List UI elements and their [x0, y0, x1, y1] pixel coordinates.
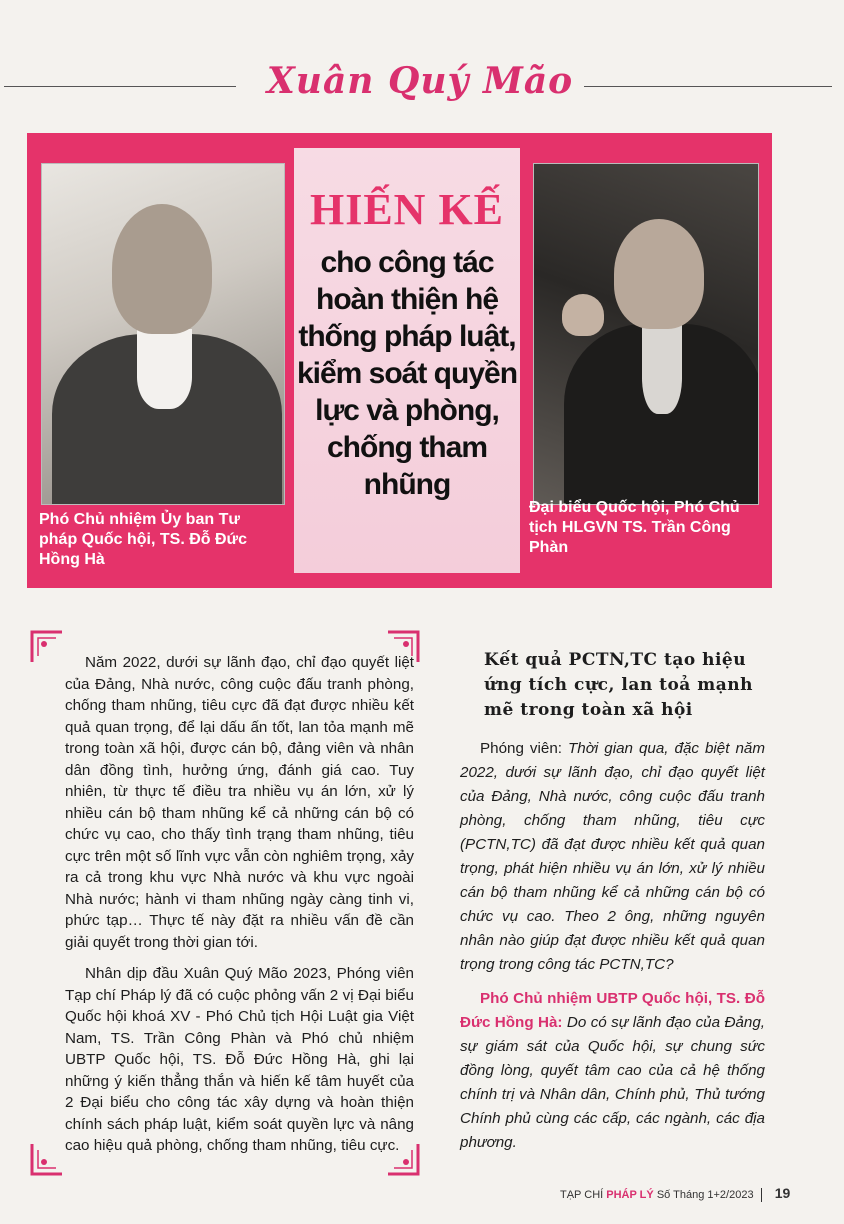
question-label: Phóng viên: — [480, 740, 562, 757]
corner-ornament-bottom-left-icon — [30, 1142, 64, 1176]
corner-ornament-top-left-icon — [30, 630, 64, 664]
subheadline: cho công tác hoàn thiện hệ thống pháp luật, kiểm soát quyền lực và phòng, chống tham nhũng — [296, 246, 518, 501]
footer-divider — [761, 1188, 762, 1202]
portrait-right-hand — [562, 294, 604, 336]
intro-paragraph-1: Năm 2022, dưới sự lãnh đạo, chỉ đạo quyết liệt của Đảng, Nhà nước, công cuộc đấu tranh phòng, chống tham nhũng, tiêu cực đã đạt được nhiều kết quả quan trọng, để lại dấu ấn tốt, lan tỏa mạnh mẽ trong toàn xã hội, được cán bộ, đảng viên và nhân dân đồng tình, hưởng ứng, đánh giá cao. Tuy nhiên, từ thực tế điều tra nhiều vụ án lớn, xử lý nhiều cán bộ tham nhũng kể cả những cán bộ có chức vụ cao, cho thấy tình trạng tham nhũng, tiêu cực trên một số lĩnh vực vẫn còn nghiêm trọng, xảy ra cả trong khu vực Nhà nước và khu vực ngoài Nhà nước; hành vi tham nhũng ngày càng tinh vi, phức tạp… Thực tế này đặt ra nhiều vấn đề cần giải quyết trong thời gian tới. — [65, 654, 414, 951]
page-number: 19 — [774, 1185, 791, 1201]
interview-subheading: Kết quả PCTN,TC tạo hiệu ứng tích cực, lan toả mạnh mẽ trong toàn xã hội — [484, 650, 753, 720]
portrait-photo-left — [41, 163, 285, 505]
portrait-right-collar — [642, 324, 682, 414]
header-rule-right — [584, 86, 832, 87]
interview-column — [460, 648, 765, 1165]
portrait-photo-right — [533, 163, 759, 505]
portrait-left-collar — [137, 329, 192, 409]
portrait-left-head — [112, 204, 212, 334]
magazine-prefix: TẠP CHÍ — [560, 1189, 604, 1201]
headline: HIẾN KẾ — [309, 185, 505, 234]
caption-left: Phó Chủ nhiệm Ủy ban Tư pháp Quốc hội, TS. Đỗ Đức Hồng Hà — [39, 511, 248, 568]
section-header — [0, 60, 844, 110]
intro-column — [65, 652, 414, 1167]
section-title: Xuân Quý Mão — [266, 60, 574, 102]
answer-text: Do có sự lãnh đạo của Đảng, sự giám sát của Quốc hội, sự chung sức đồng lòng, quyết tâm cao của cả hệ thống chính trị và Nhân dân, Chính phủ, Thủ tướng Chính phủ cùng các cấp, các ngành, các địa phương. — [460, 1014, 766, 1151]
answer-speaker: Phó Chủ nhiệm UBTP Quốc hội, TS. Đỗ Đức Hồng Hà: — [460, 990, 765, 1031]
question-paragraph — [460, 737, 765, 977]
intro-paragraph-2: Nhân dịp đầu Xuân Quý Mão 2023, Phóng viên Tạp chí Pháp lý đã có cuộc phỏng vấn 2 vị Đại biểu Quốc hội khoá XV - Phó Chủ tịch Hội Luật gia Việt Nam, TS. Trần Công Phàn và Phó chủ nhiệm UBTP Quốc hội, TS. Đỗ Đức Hồng Hà, ghi lại những ý kiến thẳng thắn và hiến kế tâm huyết của 2 Đại biểu cho công tác xây dựng và hoàn thiện chính sách pháp luật, kiểm soát quyền lực và nâng cao hiệu quả phòng, chống tham nhũng, tiêu cực. — [65, 965, 414, 1154]
magazine-name: PHÁP LÝ — [606, 1189, 654, 1201]
header-rule-left — [4, 86, 236, 87]
answer-paragraph — [460, 987, 765, 1155]
question-text: Thời gian qua, đặc biệt năm 2022, dưới sự lãnh đạo, chỉ đạo quyết liệt của Đảng, Nhà nước, công cuộc đấu tranh phòng, chống tham nhũng, tiêu cực (PCTN,TC) đã đạt được nhiều kết quả quan trọng, phát hiện nhiều vụ án lớn, xử lý nhiều cán bộ tham nhũng kể cả những cán bộ có chức vụ cao. Theo 2 ông, những nguyên nhân nào giúp đạt được nhiều kết quả quan trọng trong công tác PCTN,TC? — [460, 740, 765, 973]
portrait-right-head — [614, 219, 704, 329]
page-footer — [560, 1185, 790, 1202]
feature-banner — [27, 133, 772, 588]
issue-label: Số Tháng 1+2/2023 — [656, 1189, 754, 1201]
caption-right: Đại biểu Quốc hội, Phó Chủ tịch HLGVN TS. Trần Công Phàn — [529, 499, 740, 556]
headline-box — [294, 148, 520, 573]
